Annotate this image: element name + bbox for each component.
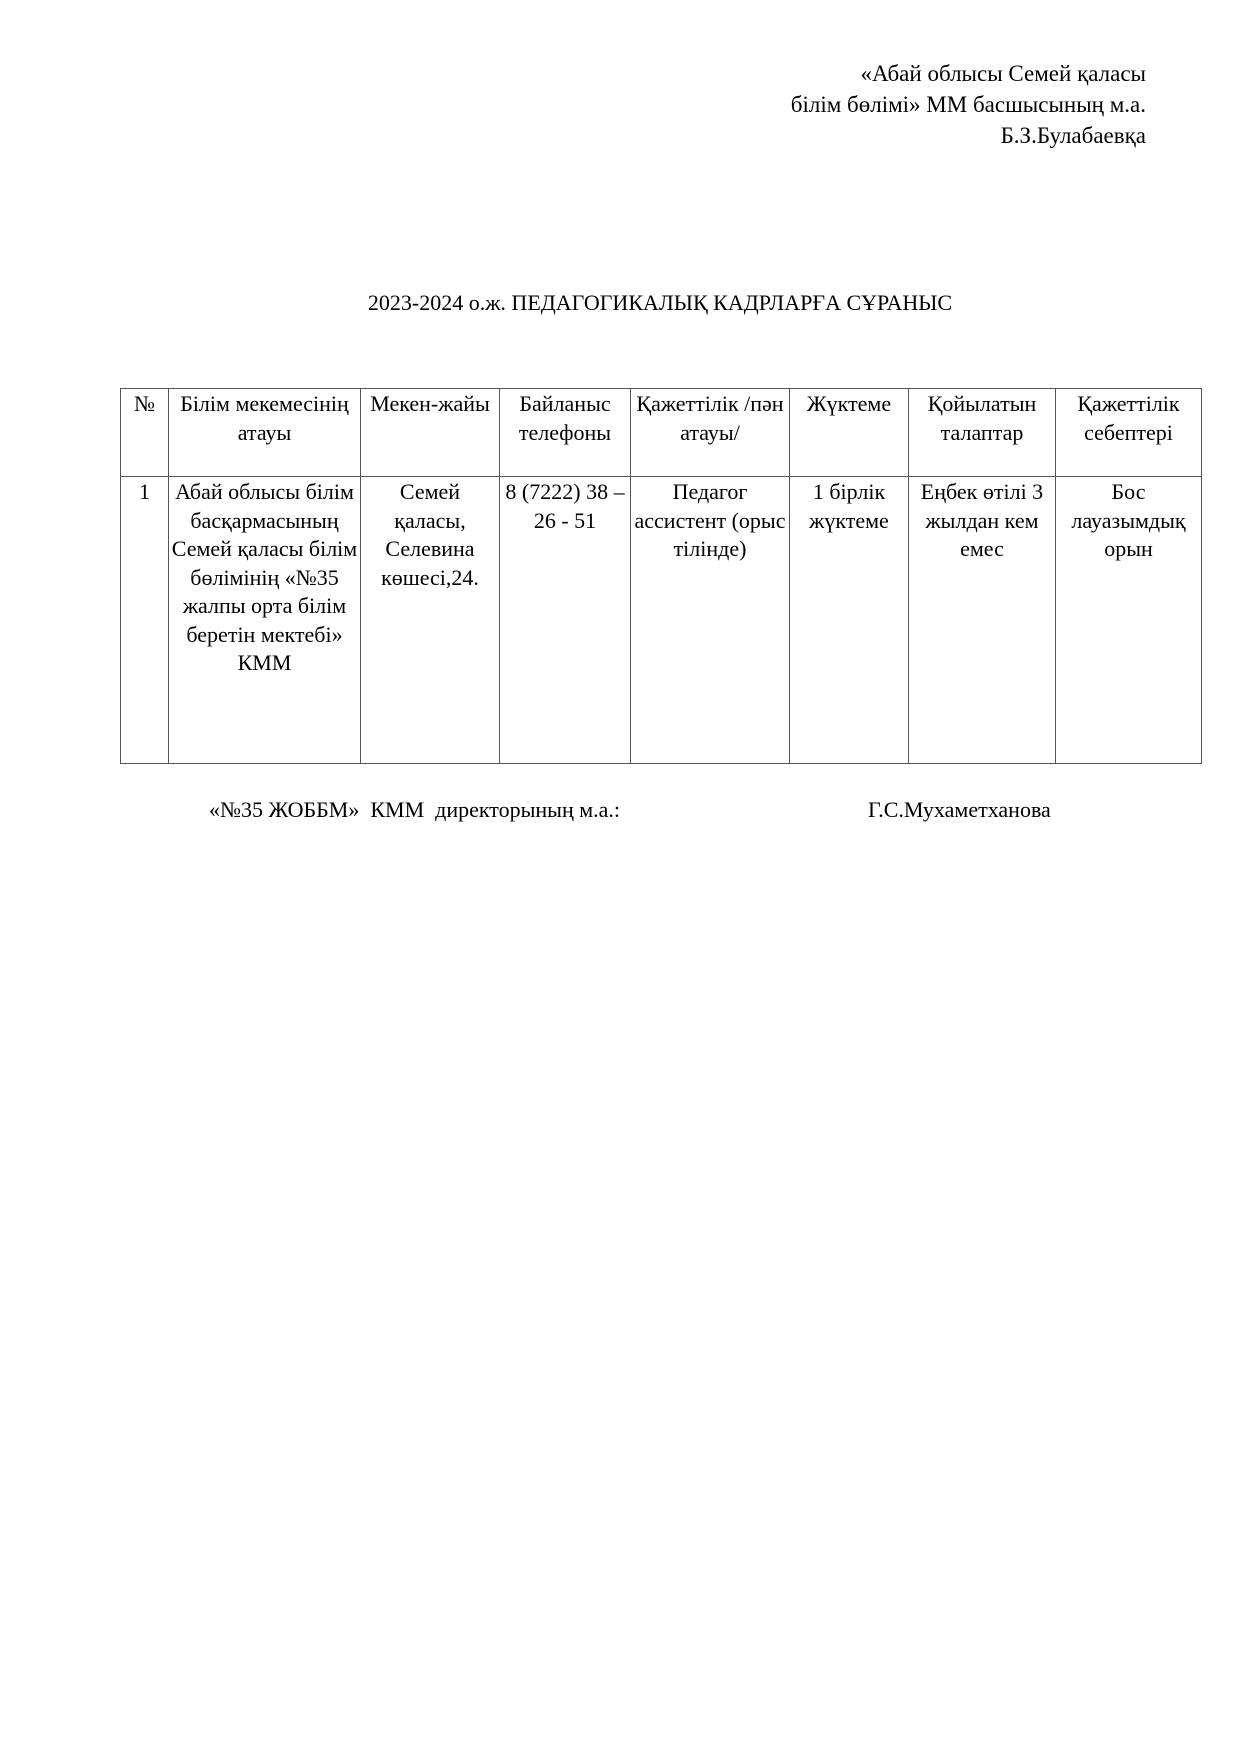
cell-requirements: Еңбек өтілі 3 жылдан кем емес <box>909 477 1056 764</box>
cell-load: 1 бірлік жүктеме <box>790 477 909 764</box>
cell-institution: Абай облысы білім басқармасының Семей қаласы білім бөлімінің «№35 жалпы орта білім беретін мектебі» КММ <box>169 477 361 764</box>
signatory-name: Г.С.Мухаметханова <box>868 797 1051 822</box>
cell-address: Семей қаласы, Селевина көшесі,24. <box>361 477 500 764</box>
header-need: Қажеттілік /пән атауы/ <box>631 389 790 477</box>
signatory-position: «№35 ЖОББМ» КММ директорының м.а.: <box>209 797 621 822</box>
header-requirements: Қойылатын талаптар <box>909 389 1056 477</box>
header-number: № <box>121 389 169 477</box>
table-row <box>121 477 1202 764</box>
header-load: Жүктеме <box>790 389 909 477</box>
cell-phone: 8 (7222) 38 – 26 - 51 <box>500 477 631 764</box>
addressee-line-2: білім бөлімі» ММ басшысының м.а. <box>790 92 1146 117</box>
addressee-line-1: «Абай облысы Семей қаласы <box>860 61 1146 86</box>
cell-need: Педагог ассистент (орыс тілінде) <box>631 477 790 764</box>
header-address: Мекен-жайы <box>361 389 500 477</box>
table-header-row <box>121 389 1202 477</box>
header-phone: Байланыс телефоны <box>500 389 631 477</box>
staff-request-table <box>120 388 1202 764</box>
addressee-block <box>791 58 1146 151</box>
cell-reason: Бос лауазымдық орын <box>1056 477 1202 764</box>
header-institution: Білім мекемесінің атауы <box>169 389 361 477</box>
addressee-line-3: Б.З.Булабаевқа <box>1000 123 1146 148</box>
header-reason: Қажеттілік себептері <box>1056 389 1202 477</box>
cell-number: 1 <box>121 477 169 764</box>
document-title: 2023-2024 о.ж. ПЕДАГОГИКАЛЫҚ КАДРЛАРҒА СҰРАНЫС <box>367 290 953 315</box>
